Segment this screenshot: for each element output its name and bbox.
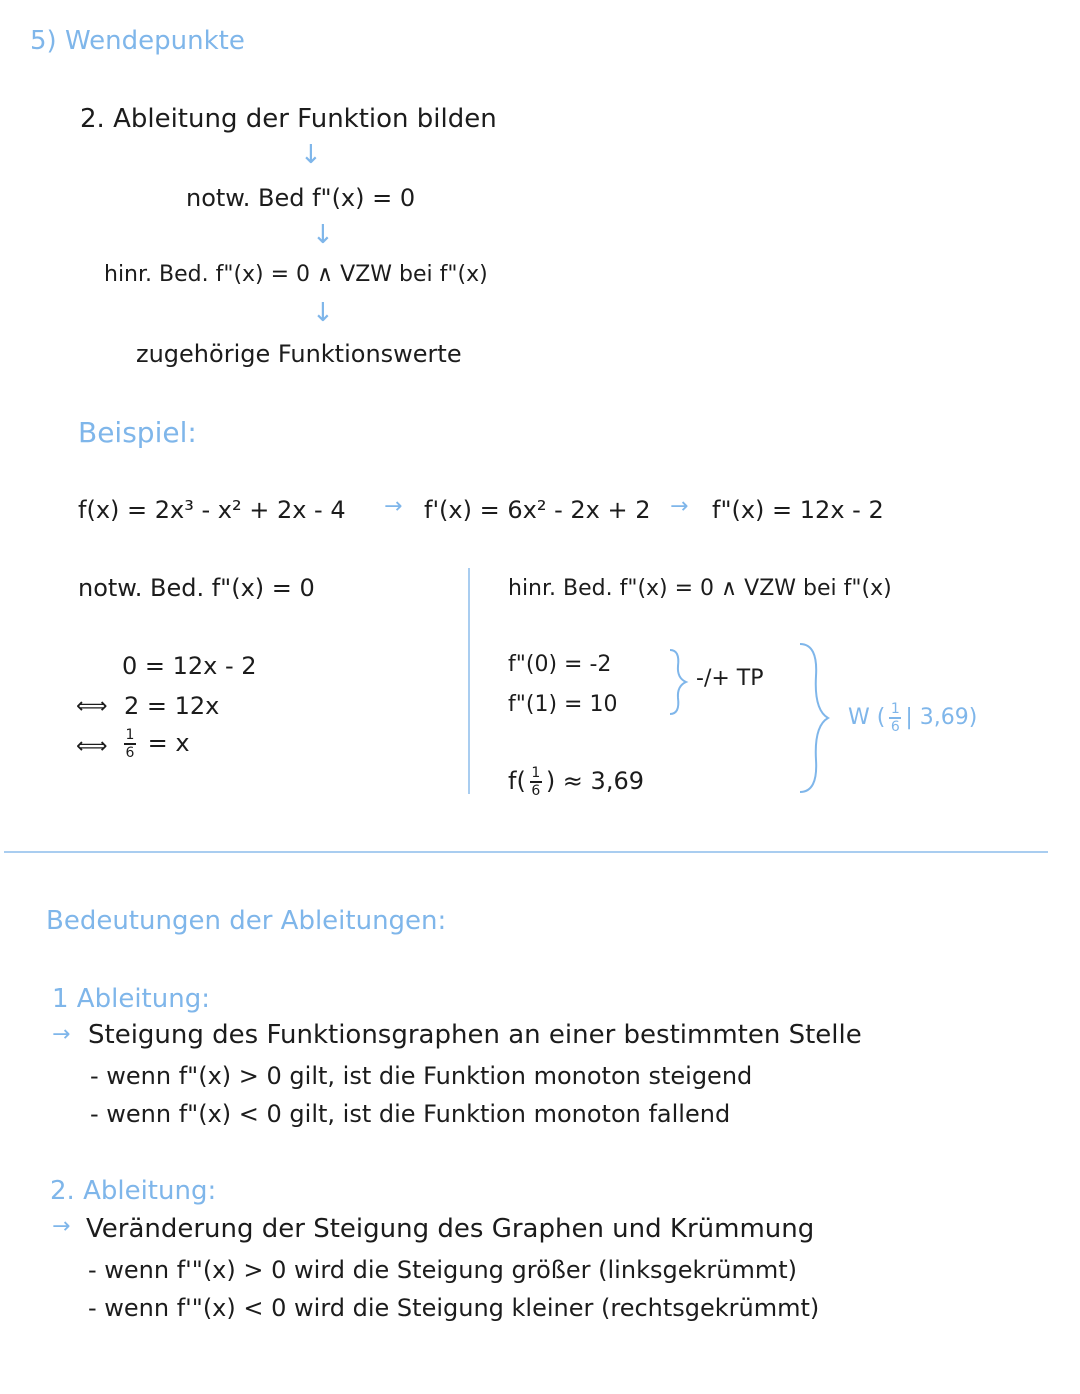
section-divider <box>4 851 1048 853</box>
necessary-condition: notw. Bed. f"(x) = 0 <box>78 574 315 602</box>
page-title: 5) Wendepunkte <box>30 26 245 56</box>
equivalence-icon: ⟺ <box>76 734 108 759</box>
function-f1: f'(x) = 6x² - 2x + 2 <box>424 496 651 524</box>
second-derivative-heading: 2. Ableitung: <box>50 1176 217 1206</box>
equation-1: 0 = 12x - 2 <box>122 652 257 680</box>
check-value-1: f"(0) = -2 <box>508 652 612 677</box>
arrow-down-icon: ↓ <box>300 140 322 170</box>
column-divider <box>468 568 470 794</box>
meanings-title: Bedeutungen der Ableitungen: <box>46 906 447 936</box>
arrow-down-icon: ↓ <box>312 298 334 328</box>
second-derivative-meaning: Veränderung der Steigung des Graphen und Krümmung <box>86 1214 815 1244</box>
example-label: Beispiel: <box>78 416 197 449</box>
second-derivative-bullet-1: - wenn f'"(x) > 0 wird die Steigung größer (linksgekrümmt) <box>88 1256 797 1284</box>
equivalence-icon: ⟺ <box>76 694 108 719</box>
function-f: f(x) = 2x³ - x² + 2x - 4 <box>78 496 346 524</box>
arrow-right-icon: → <box>384 494 403 519</box>
equation-3: $\frac{1}{6}$ = x <box>125 727 190 761</box>
arrow-right-icon: → <box>52 1214 71 1239</box>
sufficient-condition: hinr. Bed. f"(x) = 0 ∧ VZW bei f"(x) <box>508 576 892 601</box>
second-derivative-bullet-2: - wenn f'"(x) < 0 wird die Steigung kleiner (rechtsgekrümmt) <box>88 1294 820 1322</box>
equation-2: 2 = 12x <box>124 692 220 720</box>
step-derivative: 2. Ableitung der Funktion bilden <box>80 104 497 134</box>
step-necessary: notw. Bed f"(x) = 0 <box>186 184 416 212</box>
sign-change-result: -/+ TP <box>696 666 764 691</box>
step-function-values: zugehörige Funktionswerte <box>136 340 462 368</box>
function-value: f( $\frac{1}{6}$ ) ≈ 3,69 <box>508 765 644 799</box>
function-f2: f"(x) = 12x - 2 <box>712 496 884 524</box>
first-derivative-bullet-1: - wenn f"(x) > 0 gilt, ist die Funktion monoton steigend <box>90 1062 753 1090</box>
brace-icon <box>664 646 694 718</box>
arrow-right-icon: → <box>670 494 689 519</box>
first-derivative-bullet-2: - wenn f"(x) < 0 gilt, ist die Funktion monoton fallend <box>90 1100 731 1128</box>
inflection-point-result: W ( $\frac{1}{6}$ | 3,69) <box>848 701 978 735</box>
check-value-2: f"(1) = 10 <box>508 692 618 717</box>
large-brace-icon <box>792 640 836 796</box>
arrow-right-icon: → <box>52 1022 71 1047</box>
arrow-down-icon: ↓ <box>312 220 334 250</box>
first-derivative-meaning: Steigung des Funktionsgraphen an einer bestimmten Stelle <box>88 1020 862 1050</box>
first-derivative-heading: 1 Ableitung: <box>52 984 210 1014</box>
step-sufficient: hinr. Bed. f"(x) = 0 ∧ VZW bei f"(x) <box>104 262 488 287</box>
